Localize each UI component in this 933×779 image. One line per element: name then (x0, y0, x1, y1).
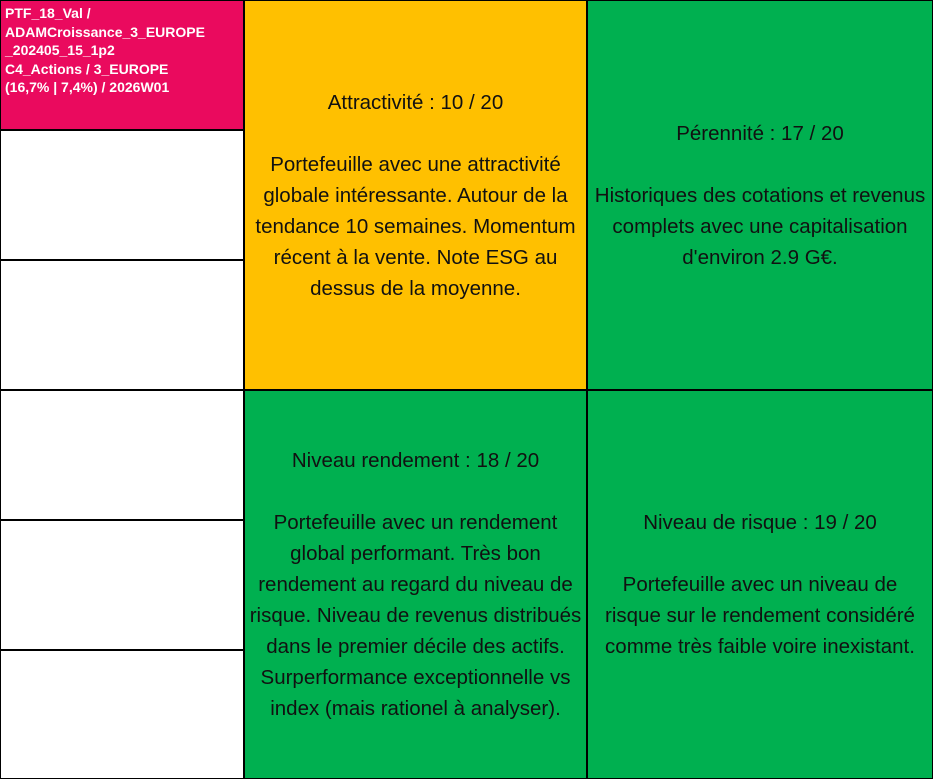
risque-title: Niveau de risque : 19 / 20 (643, 511, 877, 534)
perennite-title: Pérennité : 17 / 20 (676, 121, 844, 145)
risque-card (587, 390, 933, 779)
rendement-body: Portefeuille avec un rendement global performant. Très bon rendement au regard du niveau de risque. Niveau de revenus distribués dans le premier décile des actifs. Surperformance exceptionnelle vs index (mais rationel à analyser). (249, 511, 582, 720)
risque-body: Portefeuille avec un niveau de risque sur le rendement considéré comme très faible voire inexistant. (605, 573, 915, 658)
empty-cell (0, 130, 244, 260)
empty-cell (0, 260, 244, 390)
rendement-title: Niveau rendement : 18 / 20 (291, 449, 540, 472)
perennite-card (587, 0, 933, 390)
attractivite-body: Portefeuille avec une attractivité globale intéressante. Autour de la tendance 10 semaines. Momentum récent à la vente. Note ESG au dessus de la moyenne. (255, 152, 576, 300)
empty-cell (0, 520, 244, 650)
rendement-card (244, 390, 587, 779)
attractivite-card (244, 0, 587, 390)
empty-cell (0, 650, 244, 779)
empty-cell (0, 390, 244, 520)
portfolio-header: PTF_18_Val / ADAMCroissance_3_EUROPE _202405_15_1p2 C4_Actions / 3_EUROPE (16,7% | 7,4%) / 2026W01 (0, 0, 244, 130)
perennite-body: Historiques des cotations et revenus complets avec une capitalisation d'environ 2.9 G€. (594, 183, 926, 269)
attractivite-title: Attractivité : 10 / 20 (327, 90, 504, 114)
